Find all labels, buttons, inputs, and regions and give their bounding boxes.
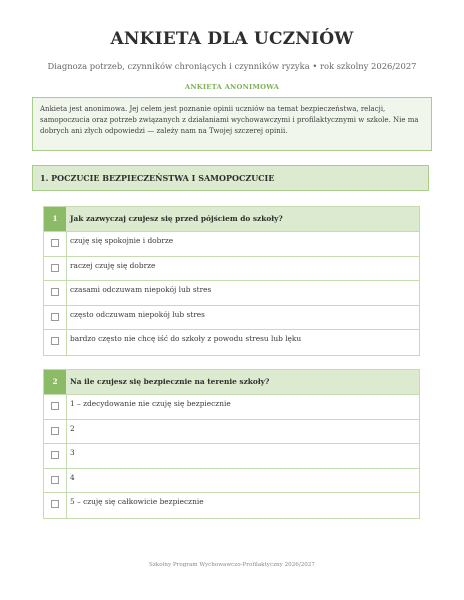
checkbox-icon[interactable] — [51, 427, 59, 435]
checkbox-icon[interactable] — [51, 451, 59, 459]
question-text: Na ile czujesz się bezpiecznie na terenie szkoły? — [70, 377, 270, 386]
checkbox-icon[interactable] — [51, 288, 59, 296]
answer-option-label: raczej czuję się dobrze — [70, 260, 156, 270]
answer-option[interactable] — [44, 281, 419, 306]
checkbox-icon[interactable] — [51, 402, 59, 410]
page-footer: Szkolny Program Wychowawczo-Profilaktyczny 2026/2027 — [149, 562, 315, 568]
answer-option[interactable] — [44, 306, 419, 331]
answer-option-label: 4 — [70, 472, 75, 482]
section-header — [32, 165, 429, 191]
checkbox-icon[interactable] — [51, 264, 59, 272]
answer-option[interactable] — [44, 469, 419, 494]
question-header — [44, 207, 419, 232]
anonymous-label: ANKIETA ANONIMOWA — [184, 83, 280, 91]
answer-option[interactable] — [44, 257, 419, 282]
answer-option-label: bardzo często nie chcę iść do szkoły z powodu stresu lub lęku — [70, 334, 302, 343]
answer-option[interactable] — [44, 395, 419, 420]
answer-option[interactable] — [44, 232, 419, 257]
checkbox-icon[interactable] — [51, 239, 59, 247]
answer-option-label: 3 — [70, 448, 75, 457]
answer-option[interactable] — [44, 330, 419, 355]
answer-option-label: często odczuwam niepokój lub stres — [70, 309, 205, 319]
document-subtitle: Diagnoza potrzeb, czynników chroniących i czynników ryzyka • rok szkolny 2026/2027 — [47, 61, 417, 71]
answer-option[interactable] — [44, 420, 419, 445]
question-number: 1 — [44, 207, 66, 231]
answer-option-label: 5 – czuję się całkowicie bezpiecznie — [70, 497, 204, 506]
question-number: 2 — [44, 370, 66, 394]
section-title: 1. POCZUCIE BEZPIECZEŃSTWA I SAMOPOCZUCIE — [40, 173, 275, 183]
checkbox-icon[interactable] — [51, 313, 59, 321]
intro-box — [32, 97, 432, 151]
question-1 — [43, 206, 420, 356]
answer-option-label: 1 – zdecydowanie nie czuję się bezpiecznie — [70, 399, 231, 408]
intro-text: Ankieta jest anonimowa. Jej celem jest poznanie opinii uczniów na temat bezpieczeństwa, relacji, samopoczucia oraz potrzeb związanych z działaniami wychowawczymi i profilaktycznymi w szkole. Nie ma dobrych ani złych odpowiedzi — zależy nam na Twojej szczerej opinii. — [40, 105, 419, 136]
answer-option-label: czuję się spokojnie i dobrze — [70, 236, 174, 245]
answer-option[interactable] — [44, 493, 419, 518]
document-title: ANKIETA DLA UCZNIÓW — [110, 29, 354, 49]
question-text: Jak zazwyczaj czujesz się przed pójściem do szkoły? — [70, 214, 283, 223]
checkbox-icon[interactable] — [51, 476, 59, 484]
question-2 — [43, 369, 420, 519]
question-header — [44, 370, 419, 395]
answer-option[interactable] — [44, 444, 419, 469]
answer-option-label: czasami odczuwam niepokój lub stres — [70, 285, 212, 294]
checkbox-icon[interactable] — [51, 337, 59, 345]
answer-option-label: 2 — [70, 423, 75, 433]
checkbox-icon[interactable] — [51, 500, 59, 508]
